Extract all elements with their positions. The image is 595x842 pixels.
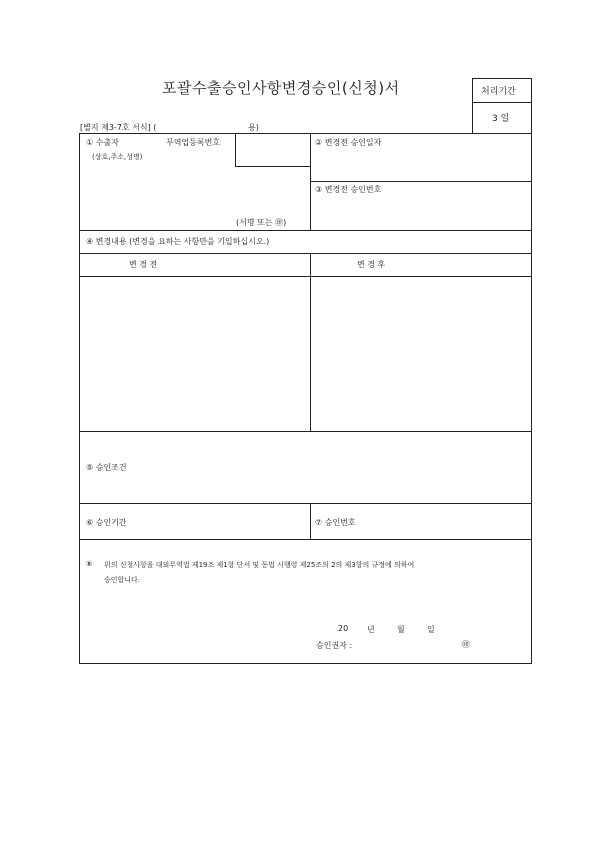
approver-label: 승인권자 : (316, 641, 353, 650)
processing-period-value: 3 일 (492, 114, 510, 124)
statement-line-1: 위의 신청사항을 대외무역법 제19조 제1항 단서 및 동법 시행령 제25조의 2의 제3항의 규정에 의하여 (104, 561, 415, 569)
processing-period-label: 처리기간 (481, 87, 516, 97)
divider (79, 230, 532, 231)
divider (472, 102, 532, 103)
form-number: [별지 제3-7호 서식] ( (80, 123, 157, 132)
prior-approval-date-label: ② 변경전 승인일자 (315, 138, 382, 147)
divider (79, 253, 532, 254)
statement-line-2: 승인합니다. (104, 576, 141, 584)
exporter-label: ① 수출자 (86, 138, 119, 147)
form-title: 포괄수출승인사항변경승인(신청)서 (162, 79, 400, 97)
trade-reg-number-field[interactable] (235, 133, 311, 167)
change-contents-label: ④ 변경내용 (변경을 요하는 사항만을 기입하십시오.) (86, 237, 270, 246)
date-day-label: 일 (427, 625, 435, 634)
trade-reg-number-label: 무역업등록번호 (166, 138, 221, 147)
date-year-label: 년 (367, 625, 375, 634)
divider (79, 539, 532, 540)
approval-conditions-label: ⑤ 승인조건 (86, 463, 127, 472)
statement-number: ⑧ (86, 560, 93, 568)
divider (79, 431, 532, 432)
exporter-sub-label: (상호,주소,성명) (92, 153, 143, 161)
approval-number-label: ⑦ 승인번호 (315, 518, 356, 527)
divider (310, 503, 311, 539)
seal-mark: ㊞ (462, 640, 470, 649)
date-year-prefix: 20 (338, 624, 349, 633)
before-change-header: 변 경 전 (129, 260, 158, 269)
approval-period-label: ⑥ 승인기간 (86, 518, 127, 527)
divider (79, 503, 532, 504)
prior-approval-number-label: ③ 변경전 승인번호 (315, 185, 382, 194)
after-change-header: 변 경 후 (357, 260, 386, 269)
signature-label: (서명 또는 ㊞) (236, 218, 287, 227)
divider (310, 181, 532, 182)
form-use: 용) (248, 123, 259, 132)
after-change-area[interactable] (311, 277, 531, 430)
date-month-label: 월 (397, 625, 405, 634)
before-change-area[interactable] (80, 277, 309, 430)
